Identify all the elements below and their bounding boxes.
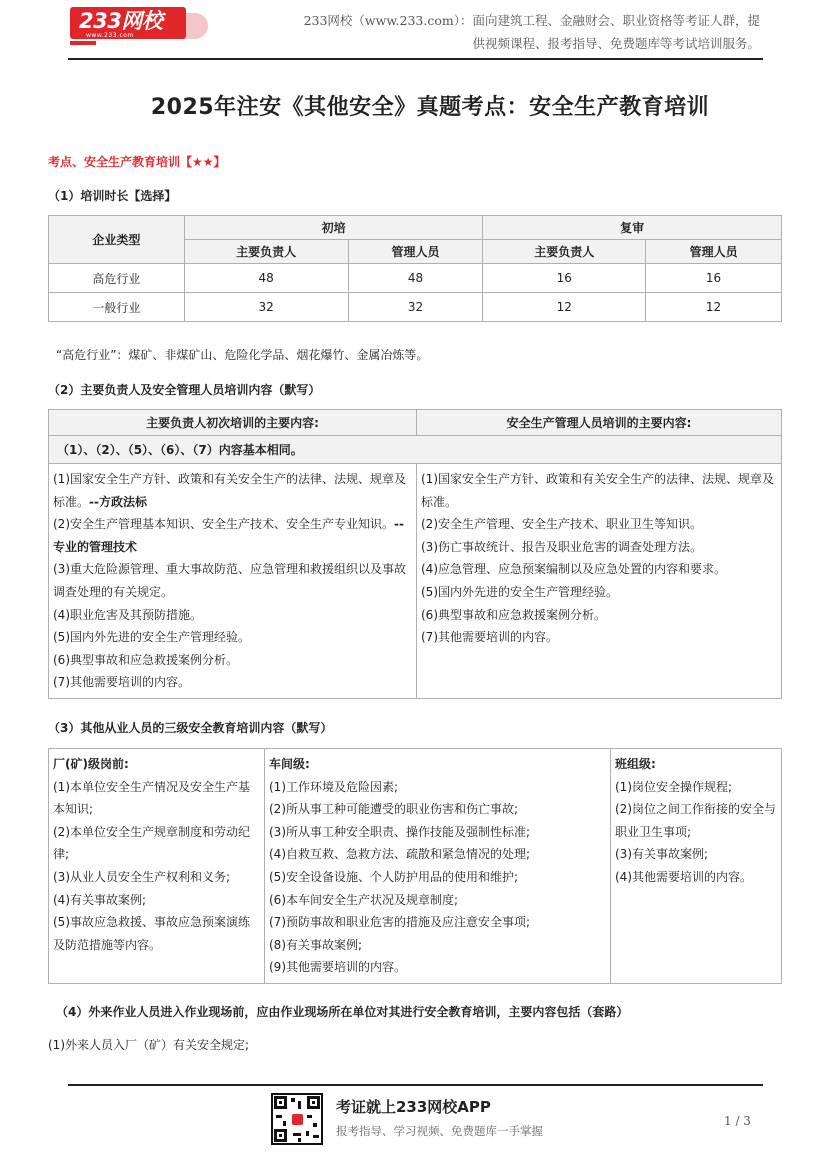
logo-underline bbox=[70, 41, 96, 45]
left-col-header: 主要负责人初次培训的主要内容: bbox=[49, 410, 417, 436]
section-heading: 考点、安全生产教育培训【★★】 bbox=[48, 155, 226, 169]
list-item: (8)有关事故案例; bbox=[269, 937, 363, 952]
left-content-cell bbox=[49, 464, 417, 699]
list-item: (2)安全生产管理基本知识、安全生产技术、安全生产专业知识。--专业的管理技术 bbox=[53, 517, 404, 554]
list-item: (5)事故应急救援、事故应急预案演练及防范措施等内容。 bbox=[53, 915, 250, 952]
footer-app-title: 考证就上233网校APP bbox=[336, 1098, 491, 1116]
list-item: (9)其他需要培训的内容。 bbox=[269, 960, 406, 975]
qr-center-logo bbox=[292, 1114, 303, 1125]
list-item: (5)国内外先进的安全生产管理经验。 bbox=[53, 630, 250, 645]
part2-heading: （2）主要负责人及安全管理人员培训内容（默写） bbox=[48, 383, 321, 397]
common-items-note: （1）、（2）、（5）、（6）、（7）内容基本相同。 bbox=[49, 436, 782, 464]
list-item: (3)有关事故案例; bbox=[615, 847, 709, 862]
part1-heading: （1）培训时长【选择】 bbox=[48, 189, 177, 203]
list-item: (7)其他需要培训的内容。 bbox=[53, 675, 190, 690]
list-item: (5)安全设备设施、个人防护用品的使用和维护; bbox=[269, 869, 519, 884]
cell-value: 12 bbox=[483, 293, 646, 322]
list-item: (2)岗位之间工作衔接的安全与职业卫生事项; bbox=[615, 802, 776, 839]
header-line-1: 233网校（www.233.com）：面向建筑工程、金融财会、职业资格等考证人群，提 bbox=[303, 13, 760, 28]
list-item: (1)国家安全生产方针、政策和有关安全生产的法律、法规、规章及标准。 bbox=[421, 472, 775, 509]
factory-level-title: 厂(矿)级岗前: bbox=[53, 757, 129, 771]
list-item: (4)职业危害及其预防措施。 bbox=[53, 607, 202, 622]
row-label: 高危行业 bbox=[49, 264, 185, 293]
team-level-cell bbox=[611, 749, 782, 984]
brand-logo[interactable] bbox=[70, 7, 205, 45]
training-content-table bbox=[48, 409, 782, 699]
workshop-level-title: 车间级: bbox=[269, 757, 310, 771]
table-row bbox=[49, 293, 782, 322]
training-hours-table bbox=[48, 215, 782, 322]
part4-heading: （4）外来作业人员进入作业现场前，应由作业现场所在单位对其进行安全教育培训，主要内容包括（套路） bbox=[56, 1005, 629, 1019]
qr-finder bbox=[274, 1096, 287, 1109]
cell-value: 32 bbox=[348, 293, 483, 322]
col-enterprise-type: 企业类型 bbox=[49, 216, 185, 264]
cell-value: 48 bbox=[184, 264, 348, 293]
sub-header: 主要负责人 bbox=[483, 240, 646, 264]
list-item: (2)本单位安全生产规章制度和劳动纪律; bbox=[53, 824, 250, 862]
cell-value: 16 bbox=[483, 264, 646, 293]
list-item: (1)本单位安全生产情况及安全生产基本知识; bbox=[53, 779, 250, 817]
list-item: (6)本车间安全生产状况及规章制度; bbox=[269, 892, 459, 907]
list-item: (4)其他需要培训的内容。 bbox=[615, 869, 752, 884]
group-review: 复审 bbox=[483, 216, 782, 240]
list-item: (2)安全生产管理、安全生产技术、职业卫生等知识。 bbox=[421, 517, 703, 532]
list-item: (6)典型事故和应急救援案例分析。 bbox=[421, 607, 606, 622]
list-item: (7)其他需要培训的内容。 bbox=[421, 630, 558, 645]
list-item: (1)国家安全生产方针、政策和有关安全生产的法律、法规、规章及标准。--方政法标 bbox=[53, 472, 407, 509]
page-title: 2025年注安《其他安全》真题考点：安全生产教育培训 bbox=[150, 95, 710, 120]
part3-heading: （3）其他从业人员的三级安全教育培训内容（默写） bbox=[48, 721, 333, 735]
cell-value: 12 bbox=[646, 293, 782, 322]
list-item: (6)典型事故和应急救援案例分析。 bbox=[53, 652, 238, 667]
list-item: (4)自救互救、急救方法、疏散和紧急情况的处理; bbox=[269, 847, 531, 862]
row-label: 一般行业 bbox=[49, 293, 185, 322]
page-header bbox=[0, 0, 830, 62]
sub-header: 管理人员 bbox=[646, 240, 782, 264]
table-row bbox=[49, 264, 782, 293]
sub-header: 主要负责人 bbox=[184, 240, 348, 264]
header-description bbox=[280, 9, 760, 55]
list-item: (1)岗位安全操作规程; bbox=[615, 779, 733, 794]
factory-level-cell bbox=[49, 749, 265, 984]
list-item: (3)所从事工种安全职责、操作技能及强制性标准; bbox=[269, 824, 531, 839]
team-level-title: 班组级: bbox=[615, 757, 656, 771]
header-divider bbox=[68, 58, 763, 60]
right-col-header: 安全生产管理人员培训的主要内容: bbox=[417, 410, 782, 436]
list-item: (4)有关事故案例; bbox=[53, 892, 147, 907]
list-item: (5)国内外先进的安全生产管理经验。 bbox=[421, 584, 618, 599]
logo-wordmark: 233网校 bbox=[70, 7, 186, 39]
page-number: 1 / 3 bbox=[724, 1114, 751, 1128]
workshop-level-cell bbox=[265, 749, 611, 984]
cell-value: 48 bbox=[348, 264, 483, 293]
list-item: (2)所从事工种可能遭受的职业伤害和伤亡事故; bbox=[269, 802, 519, 817]
header-line-2: 供视频课程、报考指导、免费题库等考试培训服务。 bbox=[472, 36, 760, 51]
footer-subtitle: 报考指导、学习视频、免费题库一手掌握 bbox=[336, 1124, 543, 1138]
list-item: (3)重大危险源管理、重大事故防范、应急管理和救援组织以及事故调查处理的有关规定。 bbox=[53, 562, 407, 599]
list-item: (3)从业人员安全生产权利和义务; bbox=[53, 869, 231, 884]
footer-divider bbox=[68, 1084, 763, 1086]
qr-finder bbox=[274, 1129, 287, 1142]
list-item: (3)伤亡事故统计、报告及职业危害的调查处理方法。 bbox=[421, 539, 703, 554]
cell-value: 16 bbox=[646, 264, 782, 293]
right-content-cell bbox=[417, 464, 782, 699]
list-item: (4)应急管理、应急预案编制以及应急处置的内容和要求。 bbox=[421, 562, 727, 577]
list-item: (7)预防事故和职业危害的措施及应注意安全事项; bbox=[269, 915, 531, 930]
qr-code-icon[interactable] bbox=[271, 1093, 323, 1145]
part4-first-item: (1)外来人员入厂（矿）有关安全规定; bbox=[48, 1038, 250, 1052]
cell-value: 32 bbox=[184, 293, 348, 322]
sub-header: 管理人员 bbox=[348, 240, 483, 264]
logo-url: www.233.com bbox=[86, 32, 134, 39]
group-initial: 初培 bbox=[184, 216, 483, 240]
list-item: (1)工作环境及危险因素; bbox=[269, 779, 399, 794]
three-level-training-table bbox=[48, 748, 782, 984]
qr-finder bbox=[307, 1096, 320, 1109]
high-risk-note: “高危行业”：煤矿、非煤矿山、危险化学品、烟花爆竹、金属冶炼等。 bbox=[56, 348, 429, 362]
